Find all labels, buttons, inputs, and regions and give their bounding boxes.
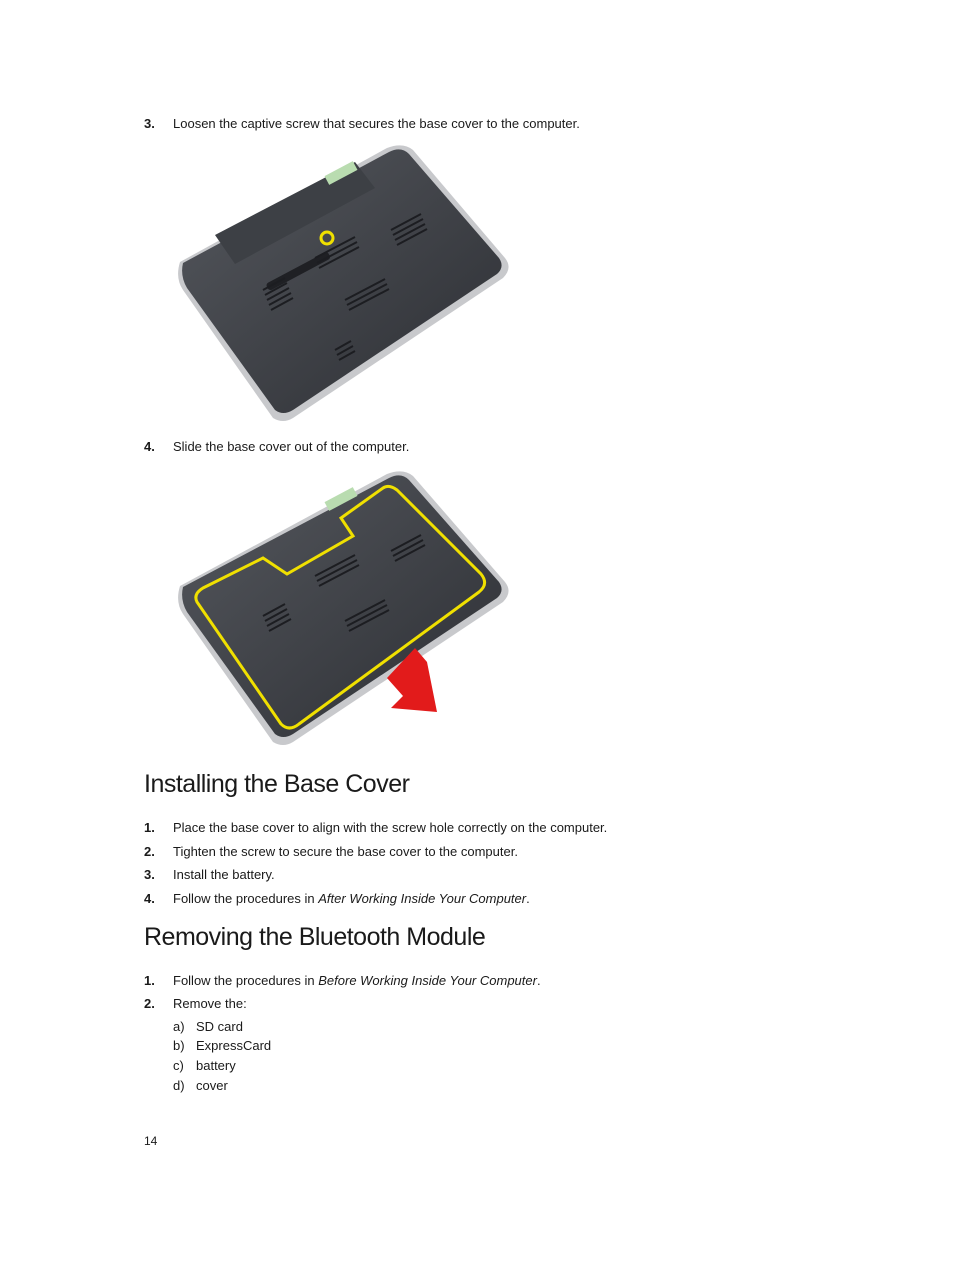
step-text-suffix: . — [536, 973, 541, 988]
page-number: 14 — [144, 1134, 158, 1148]
step-text: Tighten the screw to secure the base cover to the computer. — [173, 844, 518, 859]
subitem-letter: c) — [173, 1058, 184, 1073]
step-text: Slide the base cover out of the computer. — [173, 439, 410, 454]
step-3-loosen-screw — [144, 115, 580, 133]
step-number: 3. — [144, 867, 155, 882]
step-text: Install the battery. — [173, 867, 275, 882]
remove-step-2 — [144, 995, 247, 1013]
step-text-suffix: . — [526, 891, 530, 906]
subitem-sd-card — [173, 1018, 243, 1036]
cross-reference-before-working[interactable]: Before Working Inside Your Computer — [318, 973, 537, 988]
install-step-4 — [144, 890, 530, 908]
subitem-text: ExpressCard — [196, 1038, 272, 1053]
step-number: 4. — [144, 891, 155, 906]
heading-installing-base-cover: Installing the Base Cover — [144, 770, 410, 798]
step-4-slide-cover — [144, 438, 409, 456]
heading-removing-bluetooth-module: Removing the Bluetooth Module — [144, 923, 486, 951]
figure-loosen-screw — [175, 140, 515, 425]
subitem-cover — [173, 1077, 228, 1095]
step-text-prefix: Follow the procedures in — [173, 891, 319, 906]
subitem-battery — [173, 1057, 236, 1075]
cross-reference-after-working[interactable]: After Working Inside Your Computer — [318, 891, 527, 906]
step-number: 3. — [144, 116, 155, 131]
step-number: 1. — [144, 820, 155, 835]
subitem-letter: a) — [173, 1019, 185, 1034]
step-number: 1. — [144, 973, 155, 988]
remove-step-1 — [144, 972, 541, 990]
subitem-expresscard — [173, 1037, 271, 1055]
subitem-letter: d) — [173, 1078, 185, 1093]
step-text: Remove the: — [173, 996, 247, 1011]
subitem-text: cover — [196, 1078, 228, 1093]
laptop-bottom-image — [178, 471, 508, 745]
step-number: 2. — [144, 844, 155, 859]
install-step-1 — [144, 819, 607, 837]
install-step-3 — [144, 866, 275, 884]
figure-slide-cover — [175, 466, 515, 748]
install-step-2 — [144, 843, 518, 861]
subitem-letter: b) — [173, 1038, 185, 1053]
subitem-text: SD card — [196, 1019, 243, 1034]
subitem-text: battery — [196, 1058, 236, 1073]
step-text: Place the base cover to align with the screw hole correctly on the computer. — [173, 820, 608, 835]
laptop-bottom-image — [178, 145, 508, 421]
step-text-prefix: Follow the procedures in — [173, 973, 319, 988]
step-number: 4. — [144, 439, 155, 454]
step-number: 2. — [144, 996, 155, 1011]
step-text: Loosen the captive screw that secures the base cover to the computer. — [173, 116, 580, 131]
